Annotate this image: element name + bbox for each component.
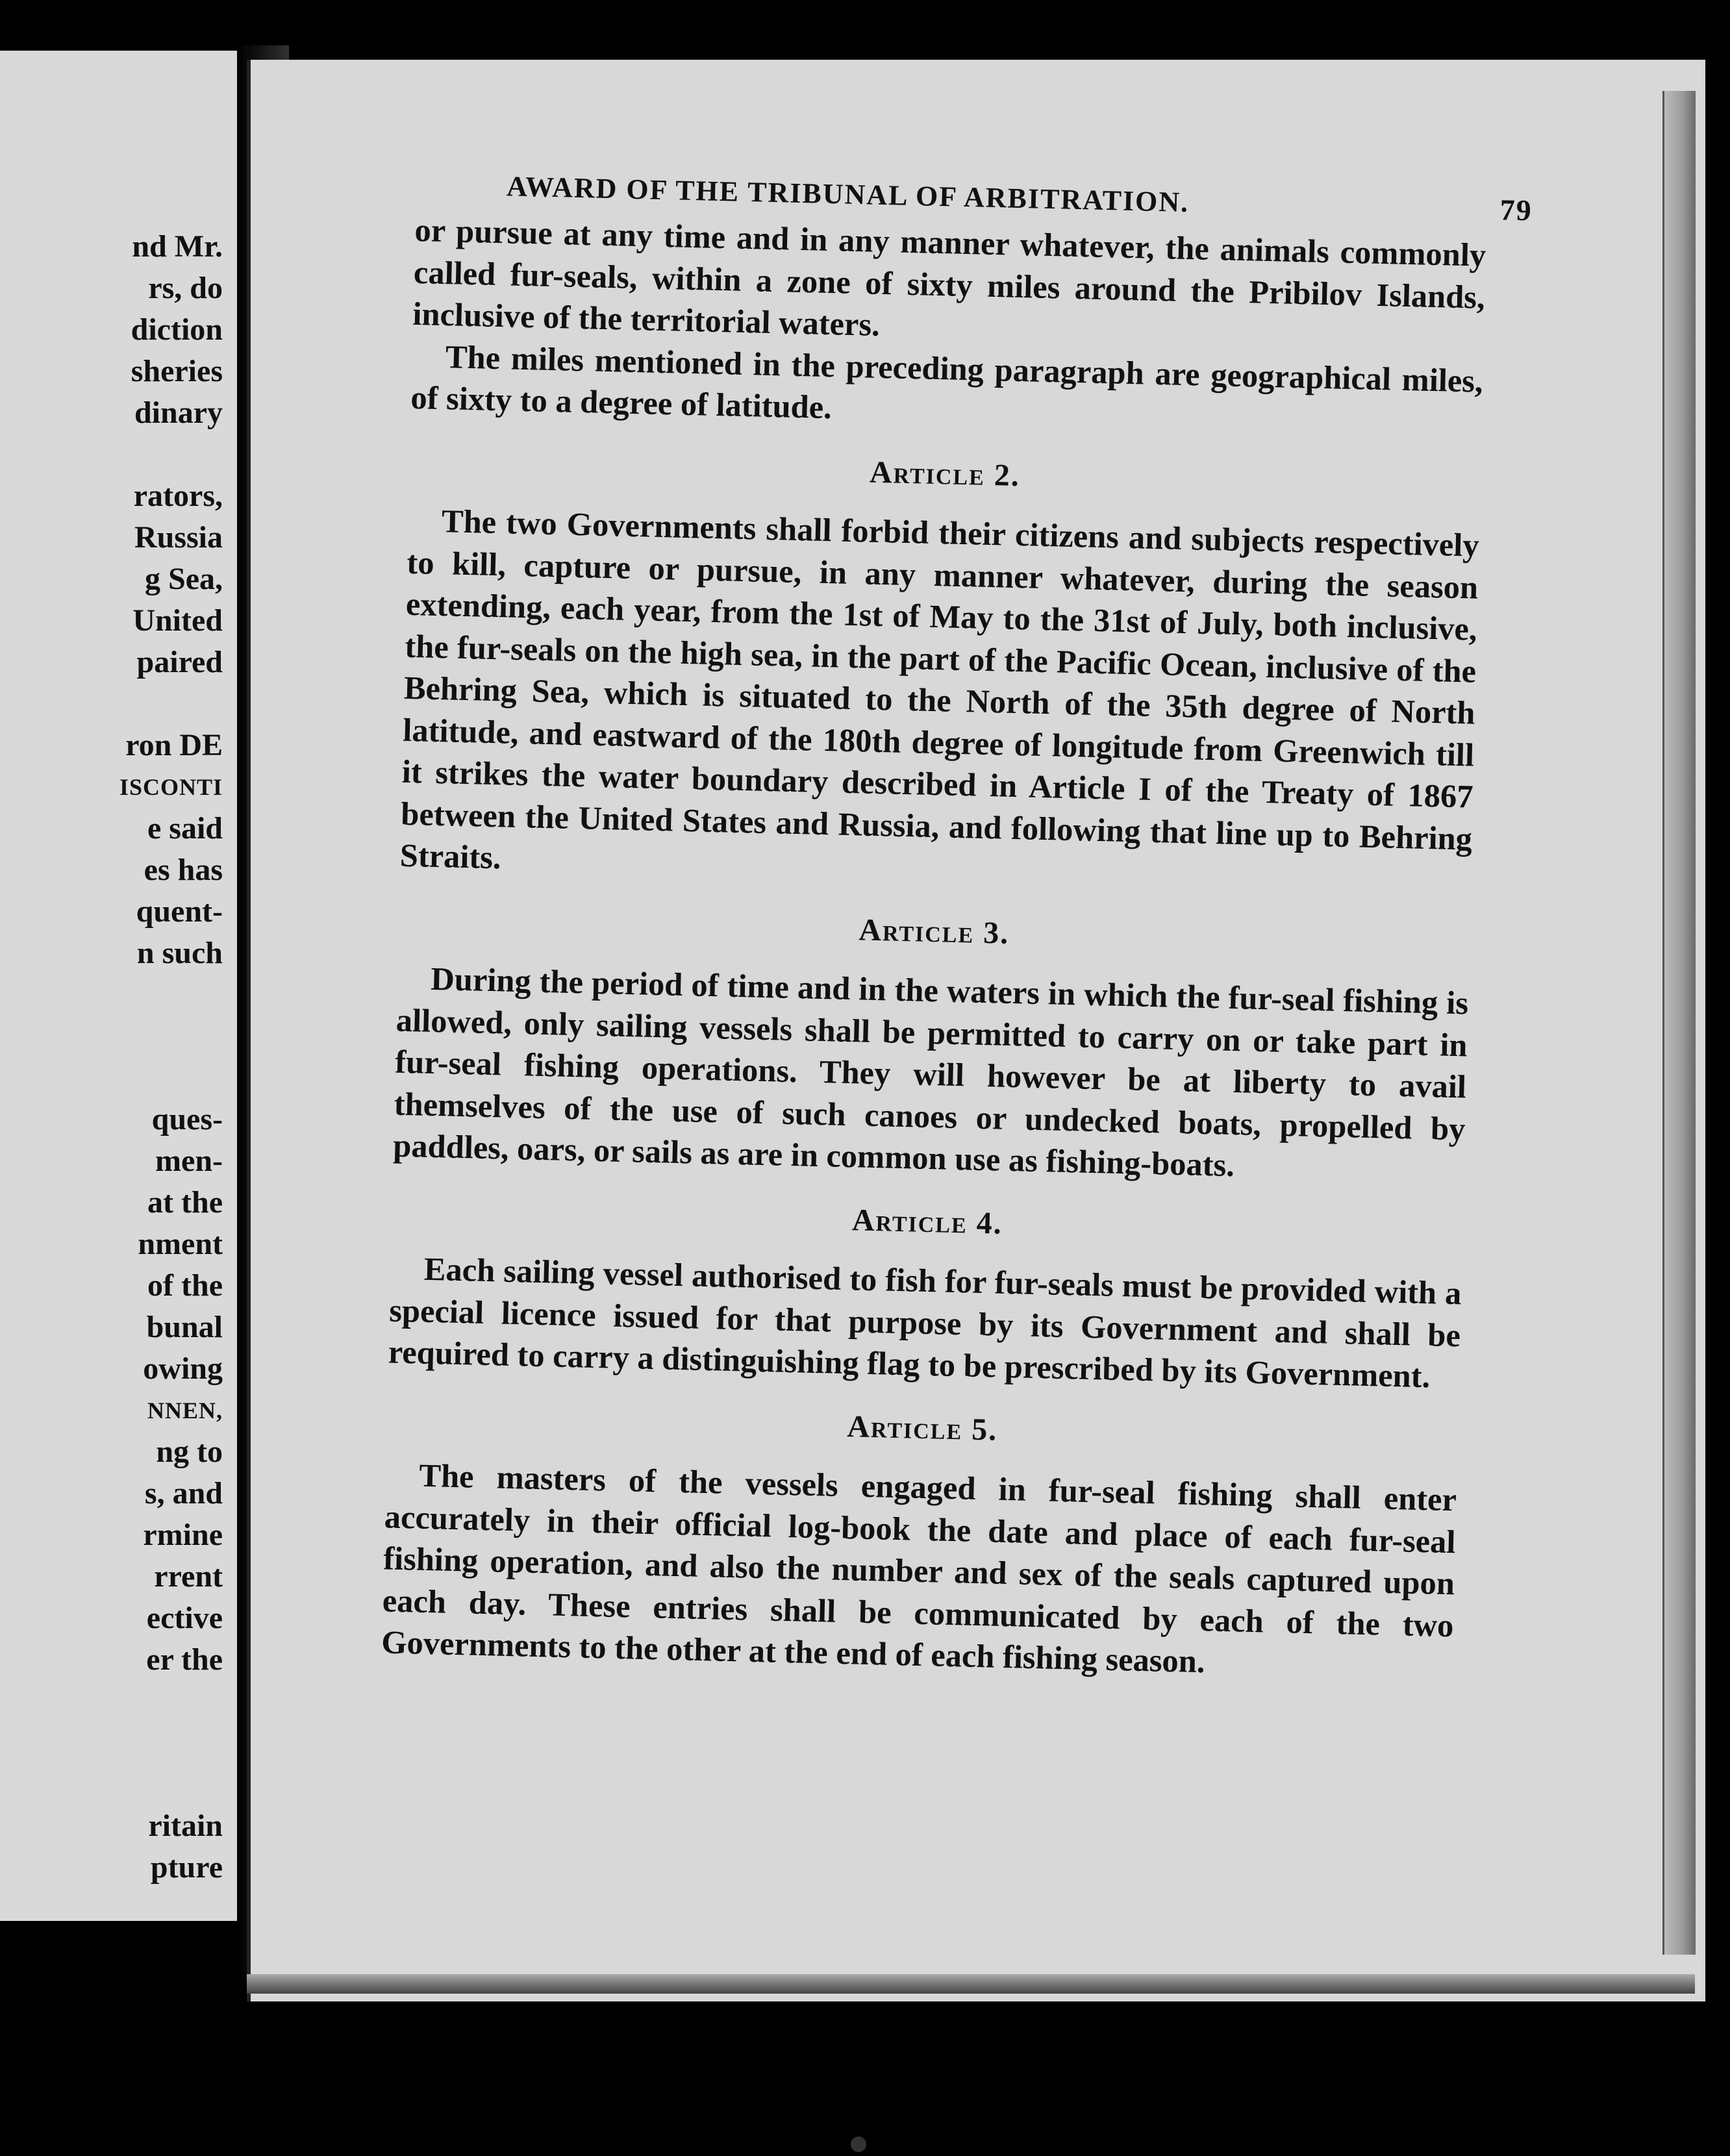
- article-4-text: Each sailing vessel authorised to fish for fur-seals must be provided with a special licence issued for that purpose by its Government and shall be required to carry a distinguishing flag to be prescribed by its Government.: [388, 1250, 1462, 1395]
- facing-page-line: ques-: [151, 1102, 223, 1136]
- article-5-heading: Article 5.: [846, 1409, 998, 1448]
- page-stack-edge: [1662, 91, 1696, 1955]
- facing-page-line: paired: [136, 645, 223, 679]
- facing-page-line: er the: [146, 1642, 223, 1677]
- facing-page-line: diction: [131, 312, 223, 347]
- facing-page-line: ective: [146, 1601, 223, 1635]
- facing-page-line: rmine: [143, 1518, 223, 1552]
- facing-page-line: nment: [138, 1227, 223, 1261]
- article-3-heading: Article 3.: [858, 912, 1010, 951]
- page-content: [381, 164, 1533, 1688]
- facing-page-line: s, and: [144, 1476, 223, 1510]
- article-3-text: During the period of time and in the waters in which the fur-seal fishing is allowed, only sailing vessels shall be permitted to carry on or take part in fur-seal fishing operations. They will however be at liberty to avail themselves of the use of such canoes or undecked boats, propelled by paddles, oars, or sails as are in common use as fishing-boats.: [392, 960, 1469, 1184]
- facing-page-line: rrent: [154, 1559, 223, 1594]
- opening-paragraph: or pursue at any time and in any manner whatever, the animals commonly called fur-seals, within a zone of sixty miles around the Pribilov Islands, inclusive of the territorial waters.: [412, 211, 1486, 343]
- facing-page-line: rators,: [133, 479, 223, 513]
- facing-page-line: NNEN,: [147, 1398, 223, 1423]
- article-4-heading: Article 4.: [851, 1202, 1003, 1241]
- facing-page-line: dinary: [134, 395, 223, 430]
- running-head-title: AWARD OF THE TRIBUNAL OF ARBITRATION.: [506, 170, 1190, 219]
- facing-page-line: pture: [150, 1850, 223, 1885]
- facing-page-line: men-: [155, 1144, 223, 1178]
- facing-page-line: nd Mr.: [132, 229, 223, 264]
- page-number: 79: [1499, 193, 1533, 227]
- article-2-text: The two Governments shall forbid their citizens and subjects respectively to kill, capture or pursue, in any manner whatever, during the season extending, each year, from the 1st of May to the 31st of July, both inclusive, the fur-seals on the high sea, in the part of the Pacific Ocean, inclusive of the Behring Sea, which is situated to the North of the 35th degree of North latitude, and eastward of the 180th degree of longitude from Greenwich till it strikes the water boundary described in Article I of the Treaty of 1867 between the United States and Russia, and following that line up to Behring Straits.: [399, 503, 1480, 876]
- facing-page-line: at the: [147, 1185, 223, 1220]
- facing-page-line: quent-: [136, 894, 223, 929]
- facing-page-line: bunal: [146, 1310, 223, 1344]
- facing-page: [0, 51, 237, 1921]
- facing-page-line: es has: [144, 853, 223, 887]
- page-bottom-edge: [247, 1974, 1695, 1994]
- facing-page-line: ritain: [148, 1809, 223, 1843]
- facing-page-line: n such: [136, 936, 223, 970]
- facing-page-line: ng to: [156, 1435, 223, 1469]
- facing-page-line: ISCONTI: [119, 774, 223, 800]
- facing-page-line: owing: [143, 1351, 223, 1386]
- facing-page-line: e said: [147, 811, 223, 846]
- document-page: [247, 60, 1705, 2001]
- article-5-text: The masters of the vessels engaged in fur-seal fishing shall enter accurately in their official log-book the date and place of each fur-seal fishing operation, and also the number and sex of the seals captured upon each day. These entries shall be communicated by each of the two Governments to the other at the end of each fishing season.: [381, 1457, 1457, 1680]
- facing-page-line: sheries: [131, 354, 223, 388]
- article-2-heading: Article 2.: [869, 455, 1021, 493]
- facing-page-line: of the: [147, 1268, 223, 1303]
- miles-paragraph: The miles mentioned in the preceding paragraph are geographical miles, of sixty to a degree of latitude.: [410, 338, 1484, 426]
- facing-page-line: ron DE: [125, 728, 223, 762]
- film-mark: [851, 2137, 866, 2152]
- facing-page-line: United: [132, 603, 223, 638]
- facing-page-line: rs, do: [148, 271, 223, 305]
- facing-page-line: Russia: [134, 520, 223, 555]
- facing-page-line: g Sea,: [145, 562, 223, 596]
